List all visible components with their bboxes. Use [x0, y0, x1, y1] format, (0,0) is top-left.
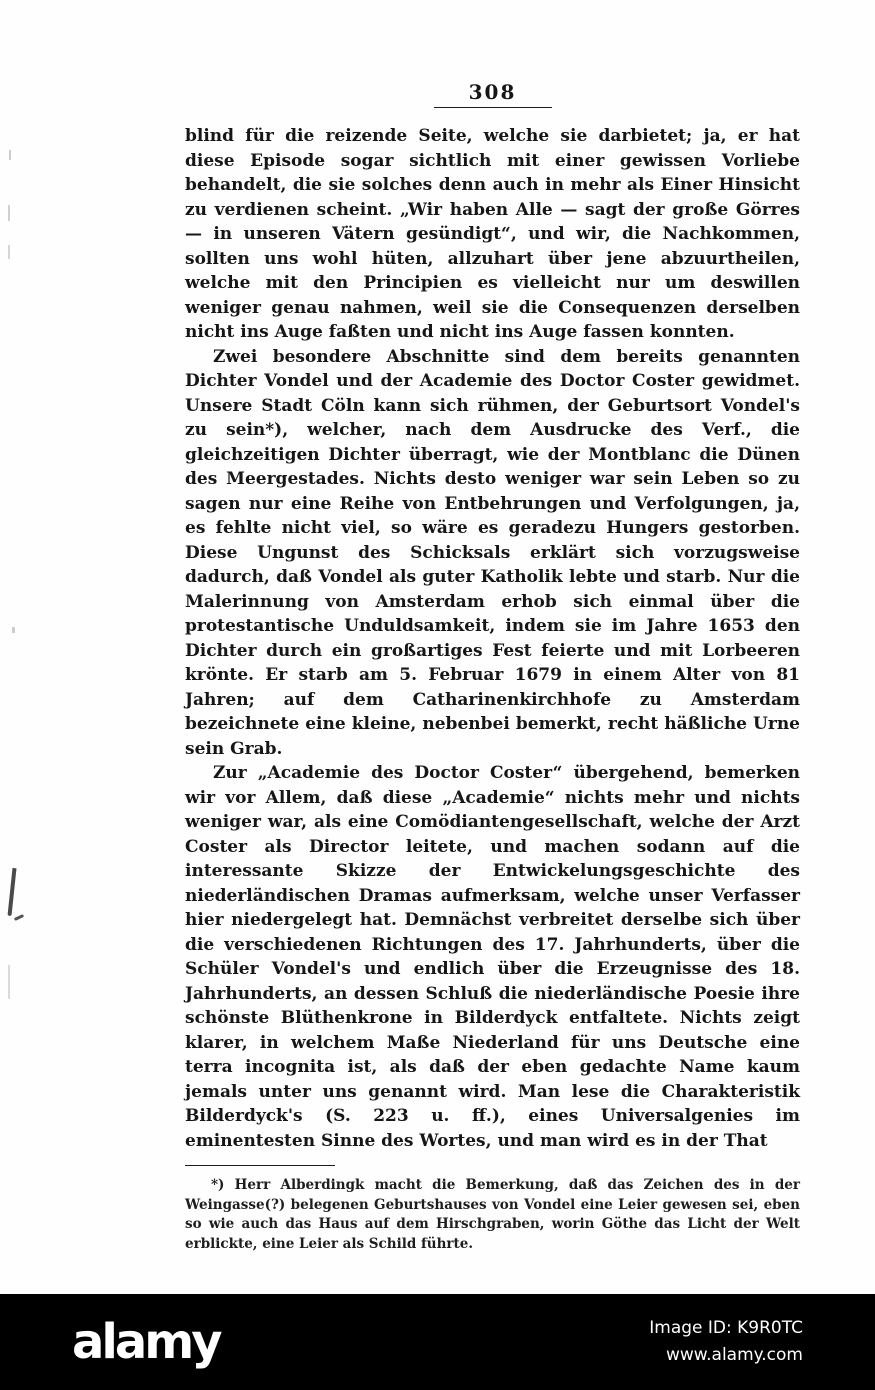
- paragraph: blind für die reizende Seite, welche sie darbietet; ja, er hat diese Episode sogar sichtlich mit einer gewissen Vorliebe behandelt, die sie solches denn auch in mehr als Einer Hinsicht zu verdienen scheint. „Wir haben Alle — sagt der große Görres — in unseren Vätern gesündigt“, und wir, die Nachkommen, sollten uns wohl hüten, allzuhart über jene abzuurtheilen, welche mit den Principien es vielleicht nur um deswillen weniger genau nahmen, weil sie die Consequenzen derselben nicht ins Auge faßten und nicht ins Auge fassen konnten.: [185, 126, 800, 342]
- watermark-meta: [649, 1315, 803, 1369]
- watermark-bar: [0, 1294, 875, 1390]
- footnote: *) Herr Alberdingk macht die Bemerkung, daß das Zeichen des in der Weingasse(?) belegenen Geburtshauses von Vondel eine Leier gewesen sei, eben so wie auch das Haus auf dem Hirschgraben, worin Göthe das Licht der Welt erblickte, eine Leier als Schild führte.: [185, 1177, 800, 1252]
- paragraph: Zwei besondere Abschnitte sind dem bereits genannten Dichter Vondel und der Academie des Doctor Coster gewidmet. Unsere Stadt Cöln kann sich rühmen, der Geburtsort Vondel's zu sein*), welcher, nach dem Ausdrucke des Verf., die gleichzeitigen Dichter überragt, wie der Montblanc die Dünen des Meergestades. Nichts desto weniger war sein Leben so zu sagen nur eine Reihe von Entbehrungen und Verfolgungen, ja, es fehlte nicht viel, so wäre es geradezu Hungers gestorben. Diese Ungunst des Schicksals erklärt sich vorzugsweise dadurch, daß Vondel als guter Katholik lebte und starb. Nur die Malerinnung von Amsterdam erhob sich einmal über die protestantische Unduldsamkeit, indem sie im Jahre 1653 den Dichter durch ein großartiges Fest feierte und mit Lorbeeren krönte. Er starb am 5. Februar 1679 in einem Alter von 81 Jahren; auf dem Catharinenkirchhofe zu Amsterdam bezeichnete eine kleine, nebenbei bemerkt, recht häßliche Urne sein Grab.: [185, 346, 800, 759]
- header-rule: [434, 107, 552, 108]
- scan-artifact: [8, 965, 10, 999]
- paragraph: Zur „Academie des Doctor Coster“ übergehend, bemerken wir vor Allem, daß diese „Academie“ nichts mehr und nichts weniger war, als eine Comödiantengesellschaft, welche der Arzt Coster als Director leitete, und machen sodann auf die interessante Skizze der Entwickelungsgeschichte des niederländischen Dramas aufmerksam, welche unser Verfasser hier niedergelegt hat. Demnächst verbreitet derselbe sich über die verschiedenen Richtungen des 17. Jahrhunderts, über die Schüler Vondel's und endlich über die Erzeugnisse des 18. Jahrhunderts, an dessen Schluß die niederländische Poesie ihre schönste Blüthenkrone in Bilderdyck entfaltete. Nichts zeigt klarer, in welchem Maße Niederland für uns Deutsche eine terra incognita ist, als daß der eben gedachte Name kaum jemals unter uns genannt wird. Man lese die Charakteristik Bilderdyck's (S. 223 u. ff.), eines Universalgenies im eminentesten Sinne des Wortes, und man wird es in der That: [185, 763, 800, 1151]
- scan-artifact: [9, 150, 11, 160]
- body-text: [185, 124, 800, 1254]
- scan-artifact: [8, 205, 10, 221]
- scan-artifact: [12, 627, 15, 633]
- pen-mark: [8, 868, 17, 916]
- footnote-rule: [185, 1165, 335, 1166]
- alamy-logo: alamy: [72, 1314, 220, 1370]
- scan-artifact: [8, 245, 10, 259]
- image-id-label: Image ID: K9R0TC: [649, 1318, 803, 1338]
- pen-mark: [14, 914, 24, 921]
- page-number: 308: [468, 80, 517, 104]
- page-header: [185, 80, 800, 108]
- alamy-url: www.alamy.com: [665, 1345, 803, 1365]
